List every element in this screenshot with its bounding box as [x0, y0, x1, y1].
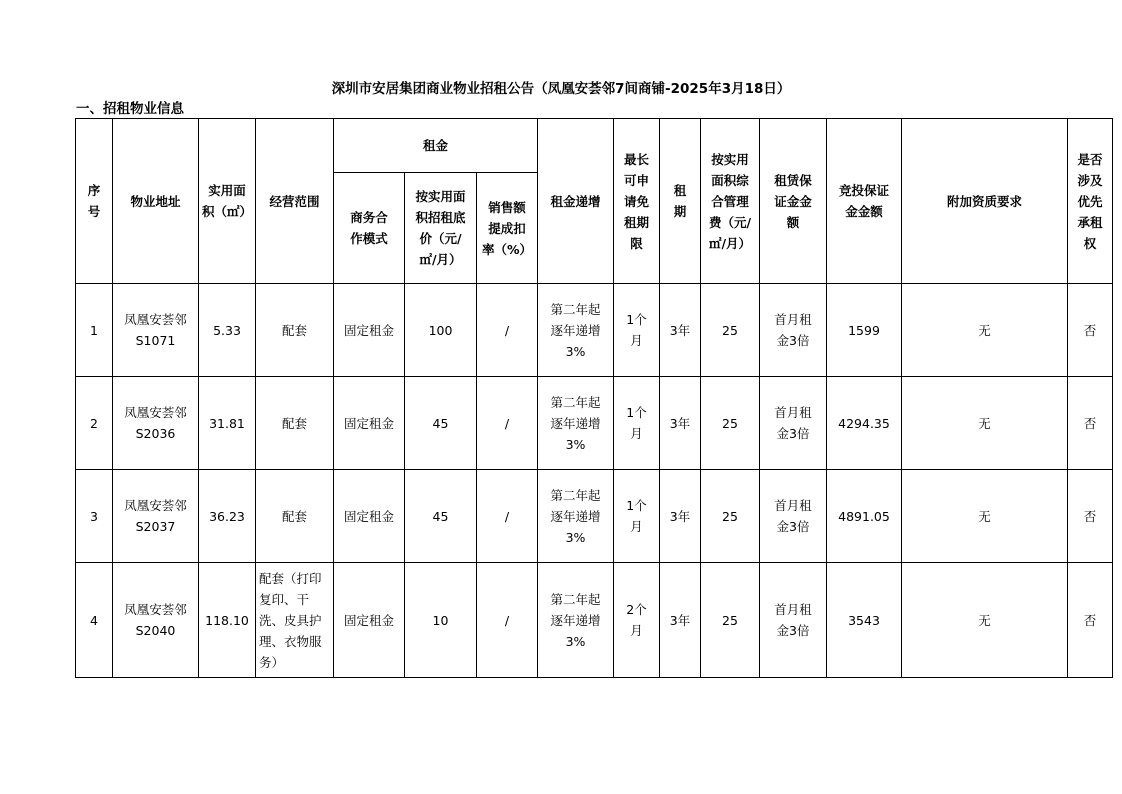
- header-coop-mode: 商务合 作模式: [334, 173, 405, 284]
- cell-term: 3年: [660, 470, 701, 563]
- cell-base-price: 45: [405, 377, 477, 470]
- cell-address: 凤凰安荟邻 S2036: [113, 377, 199, 470]
- cell-base-price: 10: [405, 563, 477, 678]
- cell-bid-deposit: 1599: [827, 284, 902, 377]
- header-area: 实用面 积（㎡）: [199, 119, 256, 284]
- cell-priority: 否: [1068, 470, 1113, 563]
- cell-extra-req: 无: [902, 377, 1068, 470]
- cell-seq: 3: [76, 470, 113, 563]
- cell-coop-mode: 固定租金: [334, 470, 405, 563]
- header-bid-deposit: 竞投保证 金金额: [827, 119, 902, 284]
- header-base-price: 按实用面 积招租底 价（元/ ㎡/月）: [405, 173, 477, 284]
- table-header: [76, 119, 1113, 284]
- cell-rent-increase: 第二年起 逐年递增 3%: [538, 470, 614, 563]
- cell-address: 凤凰安荟邻 S2037: [113, 470, 199, 563]
- header-rent-group: 租金: [334, 119, 538, 173]
- header-free-rent: 最长 可申 请免 租期 限: [614, 119, 660, 284]
- cell-lease-deposit: 首月租 金3倍: [760, 470, 827, 563]
- cell-rent-increase: 第二年起 逐年递增 3%: [538, 377, 614, 470]
- cell-extra-req: 无: [902, 563, 1068, 678]
- cell-term: 3年: [660, 284, 701, 377]
- cell-term: 3年: [660, 377, 701, 470]
- cell-sales-commission: /: [477, 563, 538, 678]
- cell-seq: 1: [76, 284, 113, 377]
- cell-sales-commission: /: [477, 470, 538, 563]
- cell-sales-commission: /: [477, 284, 538, 377]
- header-term: 租 期: [660, 119, 701, 284]
- cell-base-price: 100: [405, 284, 477, 377]
- document-title: 深圳市安居集团商业物业招租公告（凤凰安荟邻7间商铺-2025年3月18日）: [331, 81, 791, 97]
- cell-scope: 配套: [256, 377, 334, 470]
- cell-mgmt-fee: 25: [701, 563, 760, 678]
- cell-lease-deposit: 首月租 金3倍: [760, 377, 827, 470]
- cell-sales-commission: /: [477, 377, 538, 470]
- header-seq: 序 号: [76, 119, 113, 284]
- header-extra-req: 附加资质要求: [902, 119, 1068, 284]
- cell-mgmt-fee: 25: [701, 284, 760, 377]
- cell-extra-req: 无: [902, 284, 1068, 377]
- cell-area: 31.81: [199, 377, 256, 470]
- cell-scope: 配套（打印 复印、干 洗、皮具护 理、衣物服 务）: [256, 563, 334, 678]
- cell-free-rent: 2个 月: [614, 563, 660, 678]
- cell-area: 118.10: [199, 563, 256, 678]
- cell-coop-mode: 固定租金: [334, 284, 405, 377]
- cell-lease-deposit: 首月租 金3倍: [760, 284, 827, 377]
- cell-area: 36.23: [199, 470, 256, 563]
- cell-priority: 否: [1068, 284, 1113, 377]
- cell-free-rent: 1个 月: [614, 284, 660, 377]
- header-address: 物业地址: [113, 119, 199, 284]
- table-row: [76, 563, 1113, 678]
- cell-mgmt-fee: 25: [701, 377, 760, 470]
- cell-base-price: 45: [405, 470, 477, 563]
- header-scope: 经营范围: [256, 119, 334, 284]
- cell-seq: 4: [76, 563, 113, 678]
- cell-bid-deposit: 4891.05: [827, 470, 902, 563]
- header-sales-commission: 销售额 提成扣 率（%）: [477, 173, 538, 284]
- table-row: [76, 470, 1113, 563]
- cell-area: 5.33: [199, 284, 256, 377]
- cell-mgmt-fee: 25: [701, 470, 760, 563]
- cell-coop-mode: 固定租金: [334, 563, 405, 678]
- cell-bid-deposit: 3543: [827, 563, 902, 678]
- cell-term: 3年: [660, 563, 701, 678]
- cell-bid-deposit: 4294.35: [827, 377, 902, 470]
- cell-scope: 配套: [256, 470, 334, 563]
- cell-free-rent: 1个 月: [614, 377, 660, 470]
- cell-coop-mode: 固定租金: [334, 377, 405, 470]
- table-row: [76, 284, 1113, 377]
- cell-address: 凤凰安荟邻 S1071: [113, 284, 199, 377]
- cell-rent-increase: 第二年起 逐年递增 3%: [538, 563, 614, 678]
- cell-priority: 否: [1068, 377, 1113, 470]
- table-row: [76, 377, 1113, 470]
- cell-free-rent: 1个 月: [614, 470, 660, 563]
- cell-address: 凤凰安荟邻 S2040: [113, 563, 199, 678]
- section-heading: 一、招租物业信息: [76, 101, 184, 117]
- cell-priority: 否: [1068, 563, 1113, 678]
- header-lease-deposit: 租赁保 证金金 额: [760, 119, 827, 284]
- cell-lease-deposit: 首月租 金3倍: [760, 563, 827, 678]
- cell-rent-increase: 第二年起 逐年递增 3%: [538, 284, 614, 377]
- header-priority: 是否 涉及 优先 承租 权: [1068, 119, 1113, 284]
- property-lease-table: [75, 118, 1113, 678]
- cell-scope: 配套: [256, 284, 334, 377]
- cell-extra-req: 无: [902, 470, 1068, 563]
- header-rent-increase: 租金递增: [538, 119, 614, 284]
- cell-seq: 2: [76, 377, 113, 470]
- header-mgmt-fee: 按实用 面积综 合管理 费（元/ ㎡/月）: [701, 119, 760, 284]
